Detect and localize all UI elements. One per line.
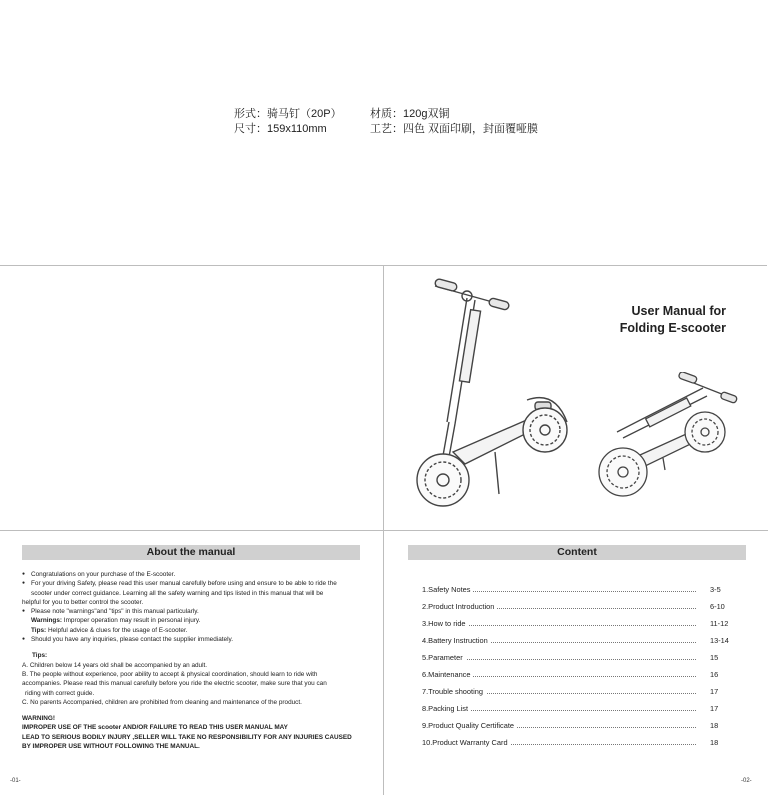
about-line: C. No parents Accompanied, children are prohibited from cleaning and maintenance of the product.	[22, 698, 302, 706]
toc-item	[422, 670, 732, 680]
toc-item-page: 15	[710, 653, 719, 662]
toc-item-page: 3-5	[710, 585, 721, 594]
about-line: riding with correct guide.	[25, 689, 95, 697]
about-manual-text	[22, 570, 372, 751]
warnings-label: Warnings:	[31, 617, 63, 625]
tips-heading: Tips:	[32, 652, 48, 660]
toc-item	[422, 653, 732, 663]
print-spec-right	[370, 107, 538, 137]
content-heading-bar: Content	[408, 545, 746, 560]
warning-line: BY IMPROPER USE WITHOUT FOLLOWING THE MANUAL.	[22, 743, 200, 751]
toc-item-title: 4.Battery Instruction	[422, 636, 491, 646]
toc-item	[422, 585, 732, 595]
horizontal-fold-line	[0, 530, 768, 531]
spec-form: 形式：骑马钉（20P）	[234, 108, 342, 120]
about-heading-bar: About the manual	[22, 545, 360, 560]
about-line: ● Congratulations on your purchase of the E-scooter.	[22, 570, 372, 579]
toc-item-page: 18	[710, 738, 719, 747]
toc-item-title: 1.Safety Notes	[422, 585, 473, 595]
toc-item-page: 16	[710, 670, 719, 679]
toc-item-title: 2.Product Introduction	[422, 602, 497, 612]
toc-item-title: 6.Maintenance	[422, 670, 473, 680]
toc-item-title: 10.Product Warranty Card	[422, 738, 511, 748]
toc-item	[422, 602, 732, 612]
warning-heading: WARNING!	[22, 715, 56, 723]
tips-text: Helpful advice & clues for the usage of E-scooter.	[47, 626, 188, 634]
about-line: A. Children below 14 years old shall be accompanied by an adult.	[22, 661, 208, 669]
toc-item-page: 6-10	[710, 602, 725, 611]
toc-item	[422, 619, 732, 629]
toc-item	[422, 687, 732, 697]
scooter-upright-illustration	[395, 272, 595, 522]
toc-item-page: 17	[710, 704, 719, 713]
print-spec-left	[234, 107, 342, 137]
tips-label: Tips:	[31, 626, 47, 634]
toc-item-title: 9.Product Quality Certificate	[422, 721, 517, 731]
page-number-left: -01-	[10, 778, 21, 784]
warnings-text: Improper operation may result in personal injury.	[63, 617, 201, 625]
spec-material: 材质：120g双铜	[370, 108, 450, 120]
warning-line: IMPROPER USE OF THE scooter AND/OR FAILURE TO READ THIS USER MANUAL MAY	[22, 724, 288, 732]
toc-item	[422, 704, 732, 714]
spec-craft: 工艺：四色 双面印刷，封面覆哑膜	[370, 123, 539, 135]
about-line: ● Please note "warnings"and "tips" in this manual particularly.	[22, 607, 372, 616]
toc-item-page: 17	[710, 687, 719, 696]
toc-item	[422, 721, 732, 731]
about-line: ● For your driving Safety, please read this user manual carefully before using and ensure to be able to ride the	[22, 579, 372, 588]
about-line: accompanies. Please read this manual carefully before you ride the electric scooter, make sure that you can	[22, 680, 327, 688]
cover-title-line2: Folding E-scooter	[619, 321, 726, 335]
cover-title	[620, 303, 726, 337]
toc-item	[422, 738, 732, 748]
about-tips-line	[22, 626, 372, 635]
cover-title-line1: User Manual for	[631, 304, 726, 318]
about-line: scooter under correct guidance. Learning all the safety warning and tips listed in this manual that will be	[31, 589, 324, 597]
toc-item-title: 3.How to ride	[422, 619, 469, 629]
toc-item-page: 13-14	[710, 636, 729, 645]
toc-item-title: 5.Parameter	[422, 653, 466, 663]
toc-item-title: 8.Packing List	[422, 704, 471, 714]
toc-item-title: 7.Trouble shooting	[422, 687, 486, 697]
scooter-folded-illustration	[595, 372, 745, 512]
about-warnings-line	[22, 616, 372, 625]
toc-item	[422, 636, 732, 646]
about-line: B. The people without experience, poor ability to accept & physical coordination, should learn to ride with	[22, 670, 318, 678]
spec-size: 尺寸：159x110mm	[234, 123, 327, 135]
about-line: helpful for you to better control the scooter.	[22, 598, 144, 606]
toc-item-page: 11-12	[710, 619, 729, 628]
toc-item-page: 18	[710, 721, 719, 730]
warning-line: LEAD TO SERIOUS BODILY INJURY ,SELLER WILL TAKE NO RESPONSIBILITY FOR ANY INJURIES CAUSED	[22, 733, 352, 741]
about-line: ● Should you have any inquiries, please contact the supplier immediately.	[22, 635, 372, 644]
page-number-right: -02-	[741, 778, 752, 784]
